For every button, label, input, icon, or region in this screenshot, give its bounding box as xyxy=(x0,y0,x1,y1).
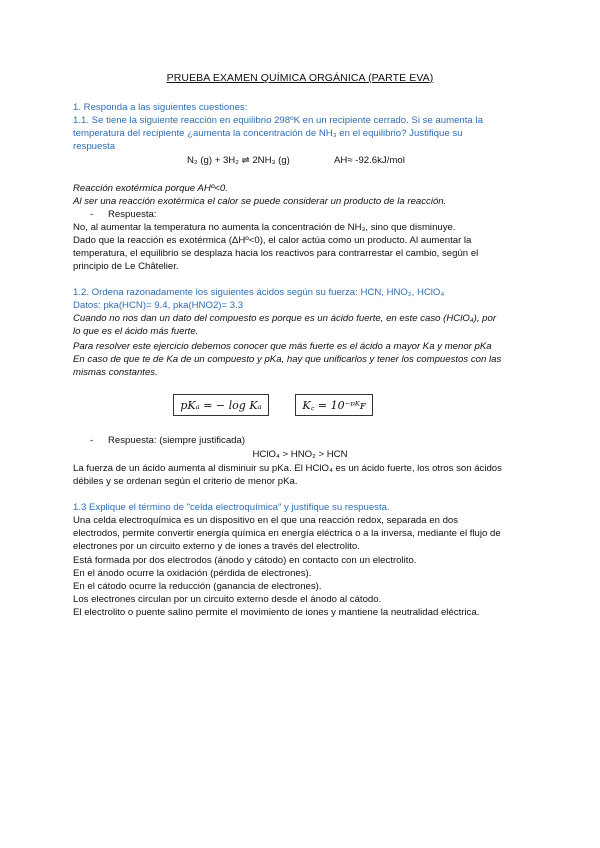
q13-line-6: En el cátodo ocurre la reducción (ganancia de electrones). xyxy=(73,581,322,592)
page-title: PRUEBA EXAMEN QUÍMICA ORGÁNICA (PARTE EVA) xyxy=(166,72,434,84)
reaction-enthalpy: AH≈ -92.6kJ/mol xyxy=(334,155,405,166)
question-1-1-line-3: respuesta xyxy=(73,141,116,152)
q12-note-4: En caso de que te de Ka de un compuesto y pKa, hay que unificarlos y tener los compuestos con las xyxy=(73,354,502,365)
question-1-1-line-2: temperatura del recipiente ¿aumenta la concentración de NH₃ en el equilibrio? Justifique su xyxy=(73,128,463,139)
q12-note-5: mismas constantes. xyxy=(73,367,158,378)
q13-line-2: electrodos, permite convertir energía química en energía eléctrica o a la inversa, mediante el flujo de xyxy=(73,528,501,539)
q1-note-1: Reacción exotérmica porque AHº<0. xyxy=(73,183,228,194)
q12-note-3: Para resolver este ejercicio debemos conocer que más fuerte es el ácido a mayor Ka y menor pKa xyxy=(73,341,492,352)
question-1-2-data: Datos: pka(HCN)= 9.4, pka(HNO2)= 3.3 xyxy=(73,300,244,311)
q13-line-7: Los electrones circulan por un circuito externo desde el ánodo al cátodo. xyxy=(73,594,382,605)
q1-answer-line-3: temperatura, el equilibrio se desplaza hacia los reactivos para contrarrestar el cambio, según el xyxy=(73,248,479,259)
question-1-3-heading: 1.3 Explique el término de "celda electroquímica" y justifique su respuesta. xyxy=(73,502,390,513)
q12-answer-line-1: La fuerza de un ácido aumenta al disminuir su pKa. El HClO₄ es un ácido fuerte, los otros son ácidos xyxy=(73,463,502,474)
bullet-dash: - xyxy=(90,435,94,446)
q13-line-4: Está formada por dos electrodos (ánodo y cátodo) en contacto con un electrolito. xyxy=(73,555,417,566)
question-1-heading: 1. Responda a las siguientes cuestiones: xyxy=(73,102,248,113)
q13-line-3: electrones por un circuito externo y de iones a través del electrolito. xyxy=(73,541,360,552)
q12-note-1: Cuando no nos dan un dato del compuesto es porque es un ácido fuerte, en este caso (HClO₄), por xyxy=(73,313,497,324)
q12-answer-line-2: débiles y se ordenan según el criterio de menor pKa. xyxy=(73,476,298,487)
kc-formula-box: K꜀ = 10⁻ᵖᴷꜰ xyxy=(295,394,373,416)
q13-line-8: El electrolito o puente salino permite el movimiento de iones y mantiene la neutralidad eléctrica. xyxy=(73,607,480,618)
reaction-equation: N₂ (g) + 3H₂ ⇌ 2NH₃ (g) xyxy=(187,155,290,166)
acid-strength-order: HClO₄ > HNO₂ > HCN xyxy=(252,449,348,460)
q1-answer-line-1: No, al aumentar la temperatura no aumenta la concentración de NH₃, sino que disminuye. xyxy=(73,222,456,233)
q12-answer-label: Respuesta: (siempre justificada) xyxy=(108,435,246,446)
question-1-2-heading: 1.2. Ordena razonadamente los siguientes ácidos según su fuerza: HCN, HNO₂, HClO₄ xyxy=(73,287,445,298)
bullet-dash: - xyxy=(90,209,94,220)
q12-note-2: lo que es el ácido más fuerte. xyxy=(73,326,199,337)
q13-line-5: En el ánodo ocurre la oxidación (pérdida de electrones). xyxy=(73,568,312,579)
q1-answer-line-2: Dado que la reacción es exotérmica (ΔHº<0), el calor actúa como un producto. Al aumentar la xyxy=(73,235,472,246)
question-1-1-line-1: 1.1. Se tiene la siguiente reacción en equilibrio 298ºK en un recipiente cerrado. Si se aumenta la xyxy=(73,115,483,126)
q1-note-2: Al ser una reacción exotérmica el calor se puede considerar un producto de la reacción. xyxy=(73,196,447,207)
pka-formula-box: pKₐ = − log Kₐ xyxy=(173,394,269,416)
q1-answer-line-4: principio de Le Châtelier. xyxy=(73,261,179,272)
q13-line-1: Una celda electroquímica es un dispositivo en el que una reacción redox, separada en dos xyxy=(73,515,459,526)
q1-answer-label: Respuesta: xyxy=(108,209,157,220)
